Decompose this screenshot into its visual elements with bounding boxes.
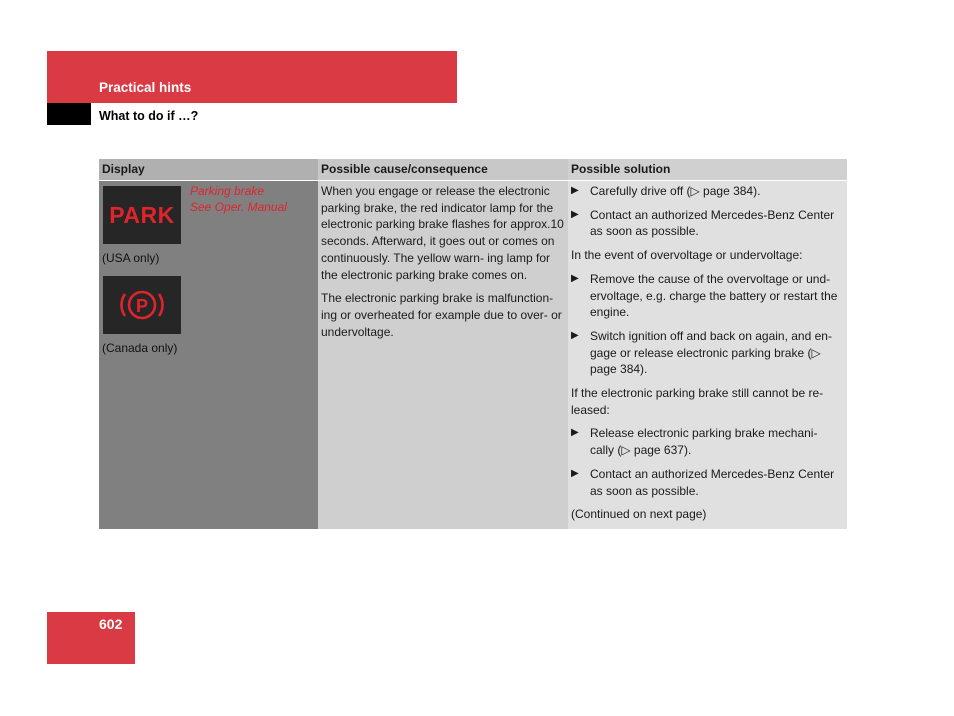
bullet-icon: ▶: [571, 329, 579, 341]
solution-column: [568, 159, 847, 529]
solution-step-text: Release electronic parking brake mechani- cally (▷ page 637).: [590, 426, 818, 458]
section-title: Practical hints: [99, 80, 192, 95]
header-band: [47, 51, 457, 103]
bullet-icon: ▶: [571, 272, 579, 284]
solution-step: [571, 328, 843, 378]
display-message-line2: See Oper. Manual: [190, 200, 287, 214]
header-display: Display: [99, 159, 318, 181]
park-lamp-text: PARK: [109, 201, 175, 228]
bullet-icon: ▶: [571, 208, 579, 220]
continued-note: (Continued on next page): [571, 507, 707, 522]
bullet-icon: ▶: [571, 467, 579, 479]
display-message: [190, 183, 287, 215]
park-lamp-icon: [103, 186, 181, 244]
solution-step-text: Carefully drive off (▷ page 384).: [590, 184, 761, 198]
header-cause: Possible cause/consequence: [318, 159, 568, 181]
bullet-icon: ▶: [571, 427, 579, 439]
solution-step: [571, 425, 843, 458]
usa-only-label: (USA only): [102, 251, 160, 265]
solution-intro: If the electronic parking brake still cannot be re- leased:: [571, 386, 824, 417]
page-number: 602: [99, 616, 123, 632]
solution-text: [571, 183, 843, 530]
cause-column: [318, 159, 568, 529]
info-table: [99, 159, 847, 529]
solution-step-text: Switch ignition off and back on again, and en- gage or release electronic parking brake (▷ page 384).: [590, 328, 832, 377]
cause-paragraph: The electronic parking brake is malfunction- ing or overheated for example due to over- or undervoltage.: [321, 291, 562, 339]
solution-step: [571, 183, 843, 200]
header-solution: Possible solution: [568, 159, 847, 181]
solution-step: [571, 271, 843, 321]
solution-step: [571, 466, 843, 499]
solution-intro: In the event of overvoltage or undervoltage:: [571, 248, 803, 263]
solution-step-text: Contact an authorized Mercedes-Benz Center as soon as possible.: [590, 466, 835, 498]
display-message-line1: Parking brake: [190, 184, 265, 198]
section-marker: [47, 103, 91, 125]
solution-step-text: Remove the cause of the overvoltage or und- ervoltage, e.g. charge the battery or restart the engine.: [590, 271, 838, 320]
solution-step-text: Contact an authorized Mercedes-Benz Center as soon as possible.: [590, 207, 835, 239]
canada-only-label: (Canada only): [102, 341, 178, 355]
subsection-title: What to do if …?: [99, 109, 199, 123]
cause-paragraph: When you engage or release the electronic parking brake, the red indicator lamp for the electronic parking brake flashes for approx.10 seconds. Afterward, it goes out or comes on continuously. The yellow warn- ing lamp for the electronic parking brake comes on.: [321, 184, 564, 282]
solution-step: [571, 207, 843, 240]
display-column: [99, 159, 318, 529]
cause-text: [321, 183, 564, 347]
bullet-icon: ▶: [571, 185, 579, 196]
svg-text:P: P: [135, 296, 149, 316]
circled-p-lamp-icon: [103, 276, 181, 334]
